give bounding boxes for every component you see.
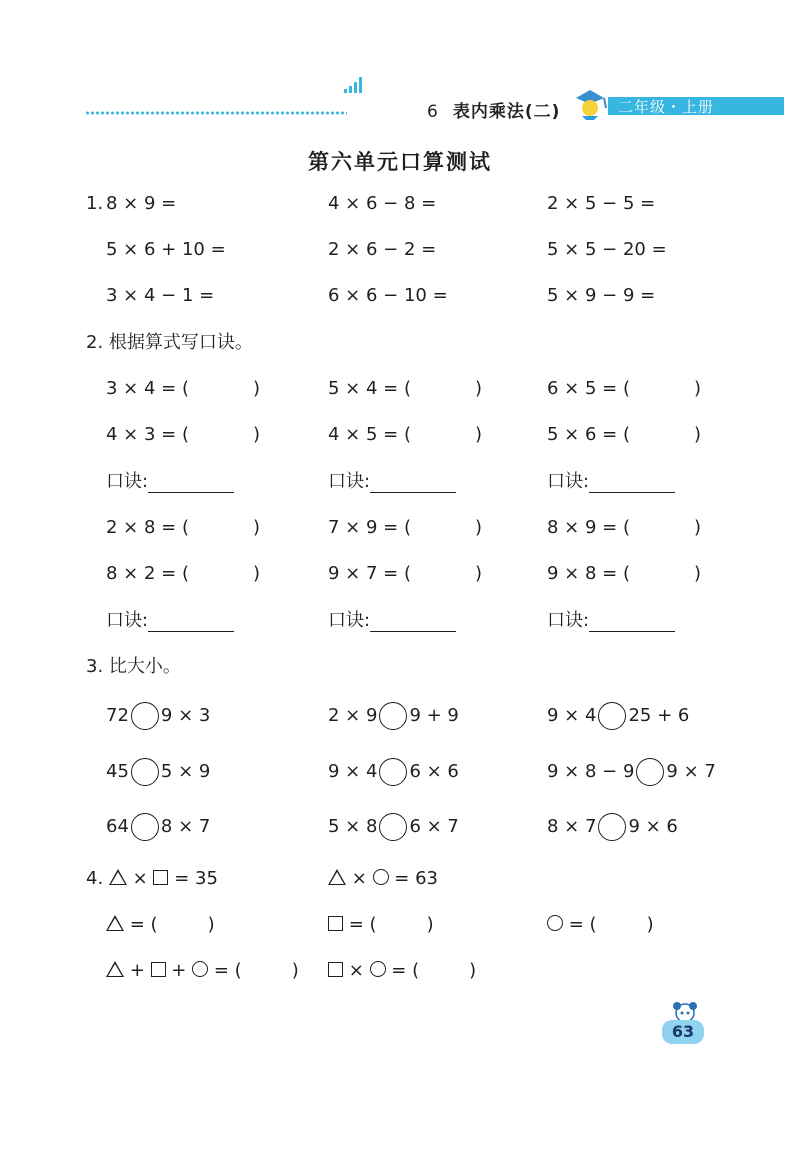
answer-underline <box>589 613 675 632</box>
q2-expr: 2 × 8 = ( <box>106 517 189 538</box>
chapter-title: 表内乘法(二) <box>452 102 561 122</box>
compare-right: 9 × 6 <box>628 816 678 837</box>
triangle-icon <box>106 961 124 977</box>
compare-item <box>328 702 459 730</box>
compare-left: 45 <box>106 761 129 782</box>
compare-item <box>328 813 459 841</box>
mnemonic-line <box>328 471 456 493</box>
close-paren: ) <box>693 424 702 445</box>
triangle-icon <box>109 869 127 885</box>
q2-expr: 5 × 6 = ( <box>547 424 630 445</box>
compare-right: 8 × 7 <box>160 816 211 837</box>
compare-right: 5 × 9 <box>160 761 211 782</box>
plus-sign: + <box>171 960 187 981</box>
close-paren: ) <box>252 563 261 584</box>
close-paren: ) <box>474 378 483 399</box>
compare-left: 9 × 4 <box>547 705 597 726</box>
close-paren: ) <box>291 960 299 981</box>
answer-eq: = ( <box>213 960 242 981</box>
mnemonic-line <box>547 610 675 632</box>
compare-circle <box>379 702 407 730</box>
answer-eq: = ( <box>568 914 597 935</box>
q4-answer-circle <box>547 914 654 936</box>
times-sign: × <box>132 868 148 889</box>
q2-item <box>106 378 260 400</box>
mnemonic-label: 口诀: <box>106 610 149 631</box>
square-icon <box>151 962 166 977</box>
q2-item <box>328 378 482 400</box>
compare-left: 64 <box>106 816 129 837</box>
equation-rhs: = 35 <box>174 868 218 889</box>
q4-number: 4. <box>86 868 104 889</box>
q2-item <box>328 517 482 539</box>
compare-circle <box>636 758 664 786</box>
q2-expr: 4 × 3 = ( <box>106 424 189 445</box>
plus-sign: + <box>129 960 145 981</box>
compare-right: 6 × 6 <box>409 761 459 782</box>
circle-icon <box>370 961 386 977</box>
q2-expr: 5 × 4 = ( <box>328 378 411 399</box>
compare-item <box>106 758 210 786</box>
circle-icon <box>192 961 208 977</box>
compare-left: 9 × 8 − 9 <box>547 761 635 782</box>
close-paren: ) <box>252 424 261 445</box>
compare-left: 9 × 4 <box>328 761 378 782</box>
q4-answer-square <box>328 914 434 936</box>
q2-item <box>328 424 482 446</box>
close-paren: ) <box>252 517 261 538</box>
times-sign: × <box>348 960 364 981</box>
q2-item <box>106 563 260 585</box>
q1-item: 2 × 5 − 5 = <box>547 193 656 214</box>
q2-expr: 7 × 9 = ( <box>328 517 411 538</box>
triangle-icon <box>328 869 346 885</box>
compare-circle <box>131 702 159 730</box>
close-paren: ) <box>469 960 477 981</box>
q2-expr: 9 × 7 = ( <box>328 563 411 584</box>
answer-underline <box>589 474 675 493</box>
close-paren: ) <box>693 563 702 584</box>
close-paren: ) <box>474 517 483 538</box>
q1-item: 2 × 6 − 2 = <box>328 239 437 260</box>
page-number: 63 <box>662 1020 704 1044</box>
q2-item <box>547 424 701 446</box>
close-paren: ) <box>474 563 483 584</box>
mnemonic-label: 口诀: <box>328 471 371 492</box>
mnemonic-label: 口诀: <box>547 471 590 492</box>
times-sign: × <box>351 868 367 889</box>
compare-right: 25 + 6 <box>628 705 690 726</box>
q2-item <box>547 378 701 400</box>
chapter-number: 6 <box>427 102 439 122</box>
equation-rhs: = 63 <box>394 868 439 889</box>
grade-banner <box>608 97 784 115</box>
q1-item: 4 × 6 − 8 = <box>328 193 437 214</box>
compare-item <box>106 702 210 730</box>
q2-expr: 3 × 4 = ( <box>106 378 189 399</box>
compare-item <box>547 702 689 730</box>
q1-item: 5 × 9 − 9 = <box>547 285 656 306</box>
compare-circle <box>379 758 407 786</box>
compare-left: 8 × 7 <box>547 816 597 837</box>
q2-item <box>547 517 701 539</box>
mnemonic-label: 口诀: <box>328 610 371 631</box>
close-paren: ) <box>693 517 702 538</box>
q2-expr: 6 × 5 = ( <box>547 378 630 399</box>
compare-left: 72 <box>106 705 129 726</box>
q2-item <box>106 517 260 539</box>
compare-right: 9 × 7 <box>666 761 716 782</box>
answer-eq: = ( <box>129 914 158 935</box>
q1-item: 6 × 6 − 10 = <box>328 285 448 306</box>
q1-number: 1. <box>86 193 104 214</box>
compare-circle <box>598 813 626 841</box>
compare-circle <box>131 758 159 786</box>
close-paren: ) <box>207 914 215 935</box>
triangle-icon <box>106 915 124 931</box>
mnemonic-label: 口诀: <box>547 610 590 631</box>
compare-right: 9 + 9 <box>409 705 459 726</box>
chapter-heading <box>427 97 560 122</box>
compare-item <box>547 813 678 841</box>
answer-underline <box>370 613 456 632</box>
mnemonic-label: 口诀: <box>106 471 149 492</box>
square-icon <box>153 870 168 885</box>
compare-left: 2 × 9 <box>328 705 378 726</box>
compare-item <box>328 758 459 786</box>
answer-eq: = ( <box>391 960 420 981</box>
q1-item: 3 × 4 − 1 = <box>106 285 215 306</box>
compare-right: 6 × 7 <box>409 816 459 837</box>
mnemonic-line <box>106 471 234 493</box>
compare-item <box>547 758 716 786</box>
q4-product-expression <box>328 960 476 982</box>
close-paren: ) <box>474 424 483 445</box>
header-dotted-rule <box>85 111 347 115</box>
compare-right: 9 × 3 <box>160 705 211 726</box>
close-paren: ) <box>252 378 261 399</box>
mnemonic-line <box>547 471 675 493</box>
q2-item <box>106 424 260 446</box>
q4-equation-2 <box>328 868 438 890</box>
q1-item: 5 × 6 + 10 = <box>106 239 226 260</box>
q2-item <box>328 563 482 585</box>
circle-icon <box>373 869 389 885</box>
answer-underline <box>370 474 456 493</box>
q1-item: 5 × 5 − 20 = <box>547 239 667 260</box>
grade-label: 二年级・上册 <box>618 98 715 116</box>
compare-left: 5 × 8 <box>328 816 378 837</box>
answer-underline <box>148 613 234 632</box>
compare-circle <box>598 702 626 730</box>
answer-underline <box>148 474 234 493</box>
circle-icon <box>547 915 563 931</box>
q4-sum-expression <box>106 960 299 982</box>
mnemonic-line <box>328 610 456 632</box>
q2-expr: 8 × 2 = ( <box>106 563 189 584</box>
q2-expr: 4 × 5 = ( <box>328 424 411 445</box>
close-paren: ) <box>646 914 654 935</box>
q2-expr: 8 × 9 = ( <box>547 517 630 538</box>
q4-answer-triangle <box>106 914 215 936</box>
compare-circle <box>131 813 159 841</box>
close-paren: ) <box>426 914 434 935</box>
q2-item <box>547 563 701 585</box>
mnemonic-line <box>106 610 234 632</box>
answer-eq: = ( <box>348 914 377 935</box>
square-icon <box>328 962 343 977</box>
q2-heading: 2. 根据算式写口诀。 <box>86 332 253 353</box>
square-icon <box>328 916 343 931</box>
q2-expr: 9 × 8 = ( <box>547 563 630 584</box>
q1-item: 8 × 9 = <box>106 193 177 214</box>
compare-item <box>106 813 210 841</box>
page-title: 第六单元口算测试 <box>308 149 492 174</box>
q3-heading: 3. 比大小。 <box>86 656 181 677</box>
q4-equation-1 <box>86 868 218 890</box>
compare-circle <box>379 813 407 841</box>
close-paren: ) <box>693 378 702 399</box>
